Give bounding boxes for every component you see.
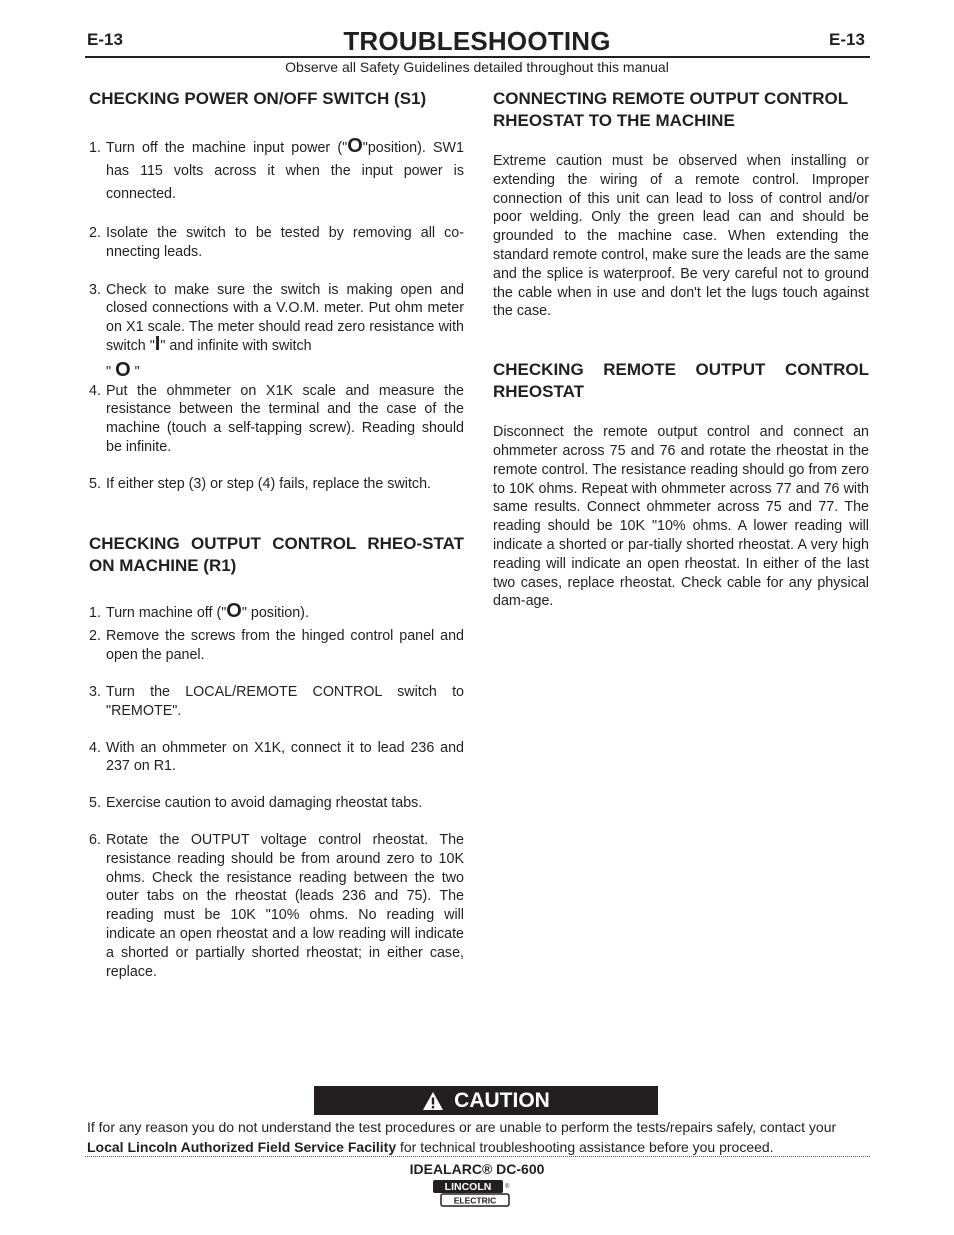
- connecting-remote-text: Extreme caution must be observed when installing or extending the wiring of a remote control. Improper connection of this unit can lead to loss of control and/or poor welding. Only the green lead can and should be grounded to the machine case. When extending the standard remote control, make sure the leads are the same and the splice is waterproof. Be very careful not to ground the cable when in use and don't let the lugs touch against the case.: [493, 153, 869, 320]
- remote-rheostat-text: Disconnect the remote output control and connect an ohmmeter across 75 and 76 and rotate the rheostat in the remote control. The resistance reading should go from zero to 10K ohms. Repeat with ohmmeter across 77 and 76 with same results. Connect ohmmeter across 75 and 77. The reading should be 10K "10% ohms. A lower reading will indicate a shorted or par-tially shorted rheostat. A very high reading will indicate an open rheostat. In either of the last two cases, replace rheostat. Check cable for any physical dam-age.: [493, 424, 869, 610]
- heading-rheostat-machine: CHECKING OUTPUT CONTROL RHEO-STAT ON MACHINE (R1): [89, 533, 464, 575]
- lincoln-electric-logo: [432, 1179, 512, 1208]
- rheostat-step-1: 1. Turn machine off ("O" position).: [89, 599, 309, 622]
- heading-connecting-remote: CONNECTING REMOTE OUTPUT CONTROL RHEOSTAT TO THE MACHINE: [493, 89, 848, 130]
- rheostat-step-5: 5. Exercise caution to avoid damaging rheostat tabs.: [89, 795, 423, 812]
- caution-text: If for any reason you do not understand the test procedures or are unable to perform the tests/repairs safely, contact your Local Lincoln Authorized Field Service Facility for technical troubleshooting assistance before you proceed.: [87, 1119, 837, 1155]
- page-number-left: E-13: [87, 30, 123, 49]
- caution-label: CAUTION: [454, 1088, 550, 1112]
- left-column: [89, 87, 464, 981]
- caution-banner: [314, 1086, 658, 1115]
- power-step-3: 3. Check to make sure the switch is making open and closed connections with a V.O.M. meter. Put ohm meter on X1 scale. The meter should read zero resistance with switch "I" and infinite with switch " O ": [89, 281, 464, 381]
- svg-text:ELECTRIC: ELECTRIC: [453, 1195, 497, 1206]
- svg-text:LINCOLN: LINCOLN: [444, 1181, 492, 1193]
- model-name: IDEALARC® DC-600: [409, 1161, 545, 1177]
- power-step-5: 5. If either step (3) or step (4) fails, replace the switch.: [89, 475, 431, 492]
- header-rule: [85, 56, 870, 58]
- warning-triangle-icon: [422, 1091, 444, 1111]
- power-step-1: 1. Turn off the machine input power ("O"position). SW1 has 115 volts across it when the input power is connected.: [89, 135, 464, 202]
- page-number-right: E-13: [829, 30, 865, 49]
- heading-remote-rheostat: CHECKING REMOTE OUTPUT CONTROL RHEOSTAT: [493, 360, 869, 402]
- heading-power-switch: CHECKING POWER ON/OFF SWITCH (S1): [89, 89, 427, 108]
- footer-rule: [85, 1156, 870, 1157]
- right-column: [493, 87, 869, 611]
- rheostat-step-3: 3. Turn the LOCAL/REMOTE CONTROL switch to "REMOTE".: [89, 683, 464, 719]
- rheostat-step-2: 2. Remove the screws from the hinged control panel and open the panel.: [89, 628, 464, 664]
- safety-subtitle: Observe all Safety Guidelines detailed throughout this manual: [285, 59, 669, 75]
- svg-text:®: ®: [505, 1184, 510, 1190]
- power-step-4: 4. Put the ohmmeter on X1K scale and measure the resistance between the terminal and the case of the machine (touch a self-tapping screw). Reading should be infinite.: [89, 382, 464, 455]
- power-step-2: 2. Isolate the switch to be tested by removing all co-nnecting leads.: [89, 225, 464, 260]
- rheostat-step-4: 4. With an ohmmeter on X1K, connect it to lead 236 and 237 on R1.: [89, 739, 464, 775]
- page-title: TROUBLESHOOTING: [343, 26, 611, 56]
- rheostat-step-6: 6. Rotate the OUTPUT voltage control rheostat. The resistance reading should be from around zero to 10K ohms. Check the resistance reading between the two outer tabs on the rheostat (leads 236 and 75). The reading must be 10K "10% ohms. No reading will indicate an open rheostat and a low reading will indicate a shorted or partially shorted rheostat; in either case, replace.: [89, 831, 464, 980]
